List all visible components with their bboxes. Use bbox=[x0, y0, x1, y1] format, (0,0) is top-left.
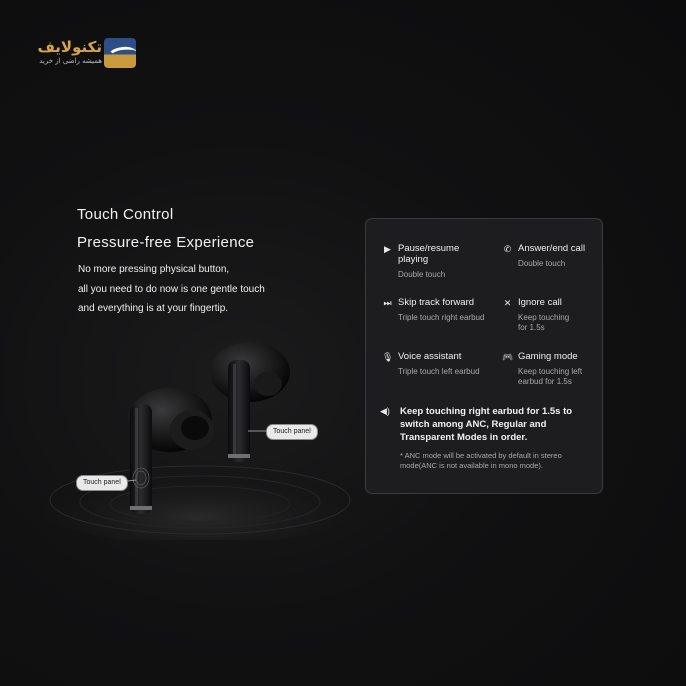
gamepad-icon: 🎮 bbox=[502, 352, 514, 362]
description-line-2: all you need to do now is one gentle touch bbox=[78, 284, 265, 295]
earbuds-illustration bbox=[40, 330, 360, 540]
control-detail: Triple touch right earbud bbox=[398, 313, 485, 322]
callout-touch-panel-right: Touch panel bbox=[266, 424, 318, 440]
brand-tagline: همیشه راضی از خرید bbox=[39, 57, 102, 65]
control-name: Skip track forward bbox=[398, 297, 475, 308]
sound-wave-icon: ◀) bbox=[380, 406, 390, 416]
headline-pressure-free: Pressure-free Experience bbox=[77, 234, 255, 251]
control-name: Gaming mode bbox=[518, 351, 578, 362]
touch-controls-panel bbox=[365, 218, 603, 494]
control-name: Pause/resume playing bbox=[398, 243, 460, 265]
brand-logo[interactable] bbox=[38, 34, 138, 74]
microphone-icon: 🎙 bbox=[382, 352, 394, 362]
control-detail: Double touch bbox=[518, 259, 566, 268]
phone-icon: ✆ bbox=[503, 244, 512, 254]
brand-name: تکنولایف bbox=[37, 38, 102, 56]
description-line-3: and everything is at your fingertip. bbox=[78, 303, 229, 314]
control-name: Voice assistant bbox=[398, 351, 462, 362]
control-detail: Keep touching for 1.5s bbox=[518, 313, 570, 332]
control-name: Answer/end call bbox=[518, 243, 586, 254]
control-detail: Double touch bbox=[398, 270, 446, 279]
control-name: Ignore call bbox=[518, 297, 562, 308]
play-icon: ▶ bbox=[384, 244, 391, 254]
skip-forward-icon: ⏭ bbox=[383, 298, 392, 308]
anc-default-note: * ANC mode will be activated by default in stereo mode(ANC is not available in mono mode). bbox=[400, 451, 562, 470]
headline-touch-control: Touch Control bbox=[77, 206, 174, 223]
callout-touch-panel-left: Touch panel bbox=[76, 475, 128, 491]
control-detail: Keep touching left earbud for 1.5s bbox=[518, 367, 583, 386]
description-line-1: No more pressing physical button, bbox=[78, 264, 230, 275]
control-detail: Triple touch left earbud bbox=[398, 367, 480, 376]
brand-mark-icon bbox=[104, 38, 136, 68]
anc-switch-instruction: Keep touching right earbud for 1.5s to switch among ANC, Regular and Transparent Modes in order. bbox=[400, 406, 573, 443]
ignore-call-icon: ✕ bbox=[503, 298, 512, 308]
